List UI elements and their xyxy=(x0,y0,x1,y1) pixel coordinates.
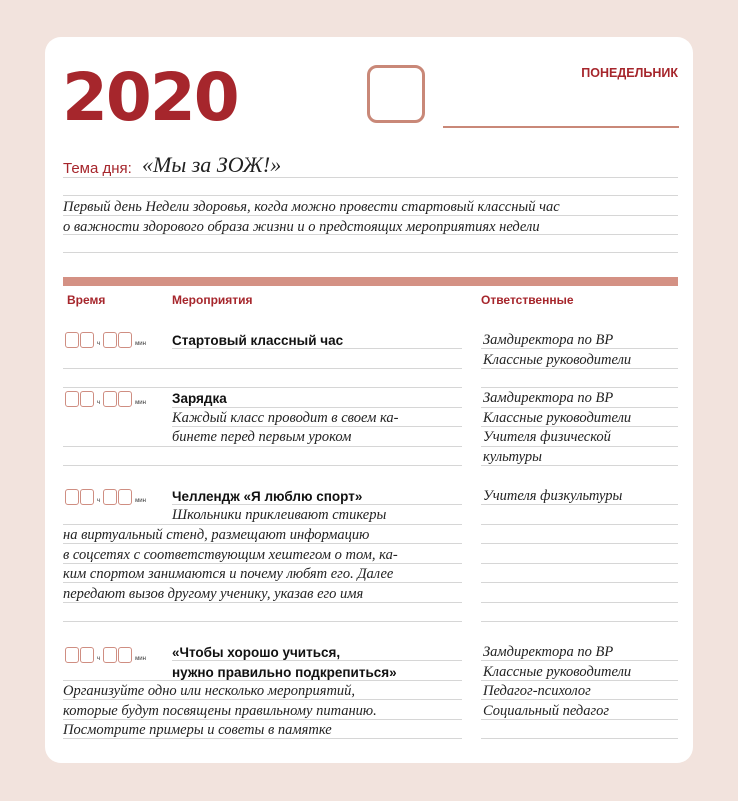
ruled-line xyxy=(481,465,678,466)
theme-label: Тема дня: xyxy=(63,160,132,177)
minutes-digit-box[interactable] xyxy=(103,489,117,505)
responsible-line: Педагог-психолог xyxy=(483,683,591,699)
responsible-line: Классные руководители xyxy=(483,351,632,368)
ruled-line xyxy=(481,621,678,622)
column-header-responsible: Ответственные xyxy=(481,293,574,307)
ruled-line xyxy=(63,524,462,525)
ruled-line xyxy=(63,195,678,196)
ruled-line xyxy=(63,543,462,544)
hours-digit-box[interactable] xyxy=(65,332,79,348)
description-line: Первый день Недели здоровья, когда можно провести стартовый классный час xyxy=(63,199,560,215)
ruled-line xyxy=(63,738,462,739)
ruled-line xyxy=(481,563,678,564)
minutes-digit-box[interactable] xyxy=(118,391,132,407)
responsible-line: Учителя физической xyxy=(483,429,611,445)
event-description-line: которые будут посвящены правильному питанию. xyxy=(63,702,377,719)
minutes-unit-label: мин xyxy=(135,498,146,504)
event-description-line: в соцсетях с соответствующим хештегом о том, ка- xyxy=(63,546,398,563)
minutes-unit-label: мин xyxy=(135,341,146,347)
minutes-digit-box[interactable] xyxy=(118,647,132,663)
ruled-line xyxy=(63,699,462,700)
responsible-line: Учителя физкультуры xyxy=(483,488,623,504)
responsible-line: Социальный педагог xyxy=(483,702,610,719)
hours-unit-label: ч xyxy=(97,400,101,406)
event-title: Зарядка xyxy=(172,391,227,406)
description-line: о важности здорового образа жизни и о предстоящих мероприятиях недели xyxy=(63,218,540,235)
ruled-line xyxy=(481,368,678,369)
time-input-group xyxy=(65,647,149,663)
hours-digit-box[interactable] xyxy=(80,332,94,348)
ruled-line xyxy=(63,177,678,178)
weekday-label: ПОНЕДЕЛЬНИК xyxy=(581,66,678,80)
responsible-line: Замдиректора по ВР xyxy=(483,390,614,406)
ruled-line xyxy=(63,719,462,720)
ruled-line xyxy=(63,563,462,564)
event-description-line: на виртуальный стенд, размещают информацию xyxy=(63,527,370,543)
column-header-time: Время xyxy=(67,293,106,307)
time-input-group xyxy=(65,489,149,505)
hours-digit-box[interactable] xyxy=(65,489,79,505)
event-title-line: нужно правильно подкрепиться» xyxy=(172,664,397,680)
responsible-line: Замдиректора по ВР xyxy=(483,332,614,348)
ruled-line xyxy=(63,446,462,447)
ruled-line xyxy=(63,387,462,388)
hours-unit-label: ч xyxy=(97,656,101,662)
ruled-line xyxy=(63,465,462,466)
event-description-line: бинете перед первым уроком xyxy=(172,429,352,445)
theme-value: «Мы за ЗОЖ!» xyxy=(142,152,282,177)
event-responsible xyxy=(483,643,631,721)
ruled-line xyxy=(481,699,678,700)
date-write-line xyxy=(443,126,679,128)
event-description-line: ким спортом занимаются и почему любят его. Далее xyxy=(63,566,394,582)
ruled-line xyxy=(481,426,678,427)
minutes-unit-label: мин xyxy=(135,400,146,406)
responsible-line: Замдиректора по ВР xyxy=(483,644,614,660)
ruled-line xyxy=(172,348,462,349)
minutes-unit-label: мин xyxy=(135,656,146,662)
ruled-line xyxy=(63,602,462,603)
section-divider xyxy=(63,277,678,286)
event-description-line: передают вызов другому ученику, указав его имя xyxy=(63,585,364,602)
event-responsible xyxy=(483,331,631,370)
hours-digit-box[interactable] xyxy=(80,391,94,407)
event-description xyxy=(63,682,377,741)
event-description-line: Посмотрите примеры и советы в памятке xyxy=(63,722,332,738)
event-description-line: Каждый класс проводит в своем ка- xyxy=(172,409,399,426)
responsible-line: культуры xyxy=(483,448,542,465)
ruled-line xyxy=(481,407,678,408)
hours-digit-box[interactable] xyxy=(65,647,79,663)
minutes-digit-box[interactable] xyxy=(103,647,117,663)
ruled-line xyxy=(481,543,678,544)
year-title: 2020 xyxy=(62,59,238,136)
event-body xyxy=(172,389,398,448)
ruled-line xyxy=(481,387,678,388)
event-title xyxy=(172,643,397,682)
minutes-digit-box[interactable] xyxy=(118,332,132,348)
ruled-line xyxy=(481,680,678,681)
day-description xyxy=(63,198,560,237)
hours-digit-box[interactable] xyxy=(80,489,94,505)
ruled-line xyxy=(481,660,678,661)
hours-digit-box[interactable] xyxy=(65,391,79,407)
event-description-line: Организуйте одно или несколько мероприятий, xyxy=(63,683,356,699)
ruled-line xyxy=(63,252,678,253)
responsible-line: Классные руководители xyxy=(483,663,632,680)
ruled-line xyxy=(63,368,462,369)
event-description xyxy=(63,526,398,604)
event-title: Стартовый классный час xyxy=(172,333,344,348)
time-input-group xyxy=(65,332,149,348)
ruled-line xyxy=(481,602,678,603)
ruled-line xyxy=(172,504,462,505)
time-input-group xyxy=(65,391,149,407)
column-header-events: Мероприятия xyxy=(172,293,253,307)
responsible-line: Классные руководители xyxy=(483,409,632,426)
ruled-line xyxy=(481,348,678,349)
date-checkbox[interactable] xyxy=(367,65,425,123)
hours-unit-label: ч xyxy=(97,341,101,347)
event-title-line: «Чтобы хорошо учиться, xyxy=(172,645,341,660)
hours-unit-label: ч xyxy=(97,498,101,504)
minutes-digit-box[interactable] xyxy=(103,391,117,407)
ruled-line xyxy=(63,582,462,583)
ruled-line xyxy=(481,582,678,583)
event-description-line: Школьники приклеивают стикеры xyxy=(172,507,387,523)
ruled-line xyxy=(172,407,462,408)
ruled-line xyxy=(172,660,462,661)
ruled-line xyxy=(63,680,462,681)
minutes-digit-box[interactable] xyxy=(118,489,132,505)
minutes-digit-box[interactable] xyxy=(103,332,117,348)
ruled-line xyxy=(481,738,678,739)
ruled-line xyxy=(481,524,678,525)
ruled-line xyxy=(172,426,462,427)
event-responsible xyxy=(483,389,631,467)
ruled-line xyxy=(481,504,678,505)
hours-digit-box[interactable] xyxy=(80,647,94,663)
ruled-line xyxy=(63,621,462,622)
ruled-line xyxy=(481,719,678,720)
ruled-line xyxy=(481,446,678,447)
event-title: Челлендж «Я люблю спорт» xyxy=(172,489,363,504)
